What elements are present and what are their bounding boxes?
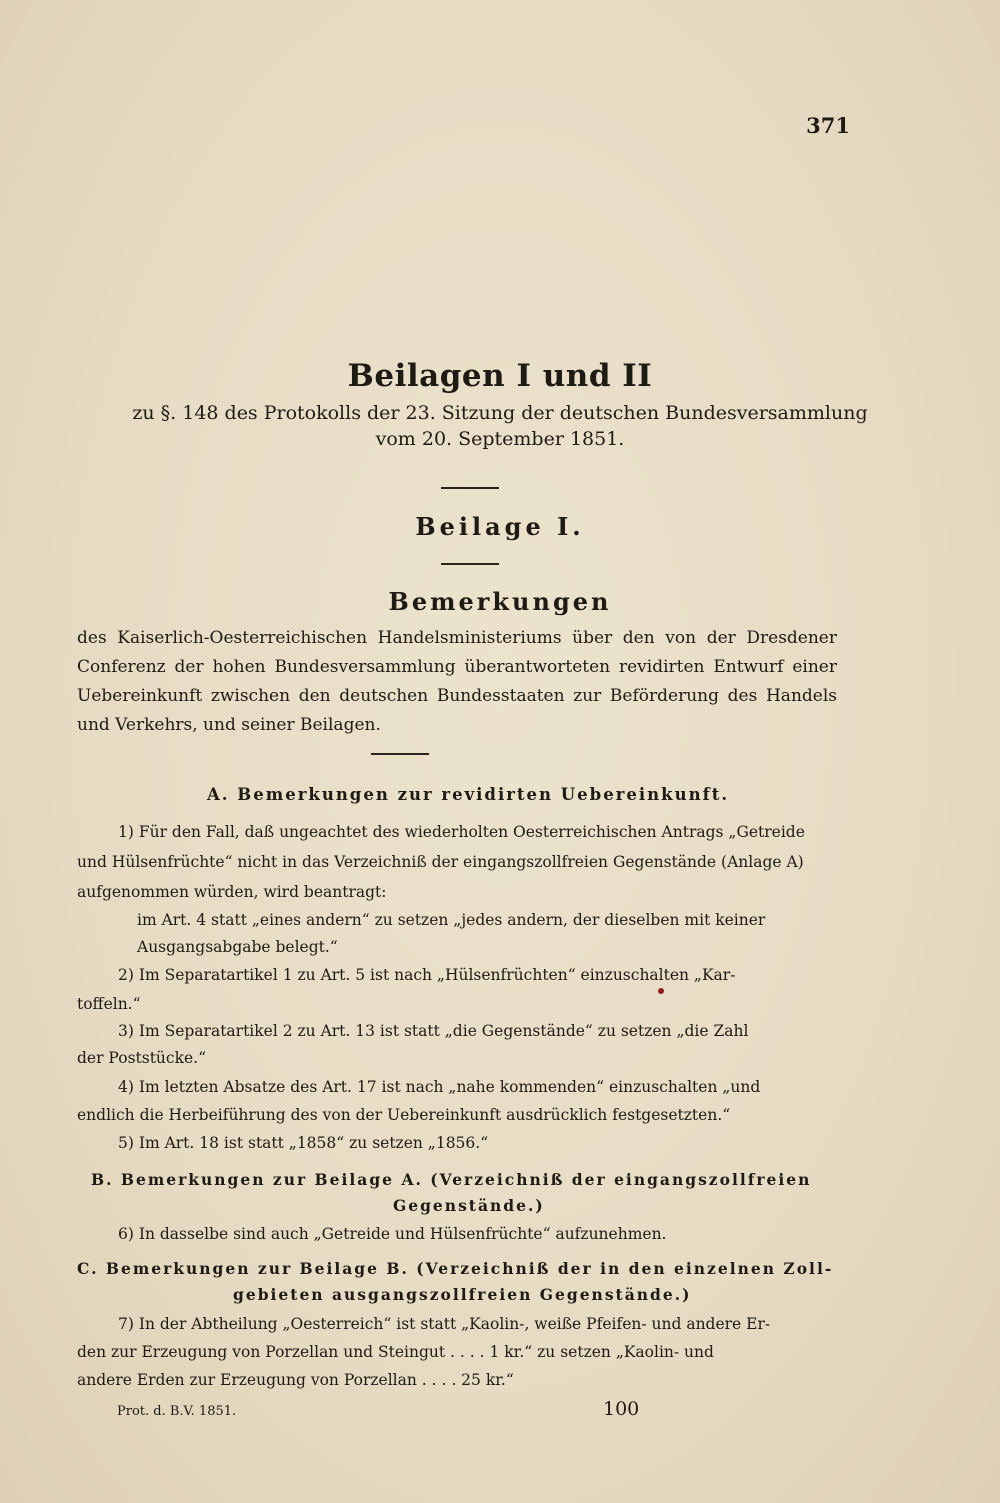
intro-paragraph: des Kaiserlich-Oesterreichischen Handelsministeriums über den von der Dresdener Conferenz der hohen Bundesversammlung überantworteten revidirten Entwurf einer Uebereinkunft zwischen den deutschen Bundesstaaten zur Beförderung des Handels und Verkehrs, und seiner Beilagen. bbox=[77, 628, 837, 735]
footer-left: Prot. d. B.V. 1851. bbox=[117, 1404, 237, 1419]
text-line: 6) In dasselbe sind auch „Getreide und Hülsenfrüchte“ aufzunehmen. bbox=[118, 1225, 667, 1243]
text-line: andere Erden zur Erzeugung von Porzellan . . . . 25 kr.“ bbox=[77, 1371, 514, 1389]
text-line: aufgenommen würden, wird beantragt: bbox=[77, 883, 387, 901]
remarks-heading: Bemerkungen bbox=[388, 587, 612, 616]
text-line: 3) Im Separatartikel 2 zu Art. 13 ist statt „die Gegenstände“ zu setzen „die Zahl bbox=[118, 1022, 749, 1040]
text-line: den zur Erzeugung von Porzellan und Steingut . . . . 1 kr.“ zu setzen „Kaolin- und bbox=[77, 1343, 714, 1361]
annex-heading: Beilage I. bbox=[415, 512, 585, 541]
text-line: 1) Für den Fall, daß ungeachtet des wiederholten Oesterreichischen Antrags „Getreide bbox=[118, 823, 805, 841]
section-b-heading-2: Gegenstände.) bbox=[393, 1196, 545, 1215]
ink-spot bbox=[658, 988, 664, 994]
footer-number: 100 bbox=[603, 1398, 640, 1420]
page-number: 371 bbox=[806, 113, 850, 138]
text-line: endlich die Herbeiführung des von der Uebereinkunft ausdrücklich festgesetzten.“ bbox=[77, 1106, 731, 1124]
section-a-heading: A. Bemerkungen zur revidirten Uebereinkunft. bbox=[207, 785, 730, 804]
text-line: 7) In der Abtheilung „Oesterreich“ ist statt „Kaolin-, weiße Pfeifen- und andere Er- bbox=[118, 1315, 771, 1333]
subtitle-line-1: zu §. 148 des Protokolls der 23. Sitzung der deutschen Bundesversammlung bbox=[132, 402, 868, 424]
text-line: der Poststücke.“ bbox=[77, 1049, 207, 1067]
divider-rule-3 bbox=[371, 753, 429, 755]
section-b-heading-1: B. Bemerkungen zur Beilage A. (Verzeichniß der eingangszollfreien bbox=[91, 1170, 812, 1189]
subtitle-line-2: vom 20. September 1851. bbox=[375, 428, 625, 450]
text-line: 4) Im letzten Absatze des Art. 17 ist nach „nahe kommenden“ einzuschalten „und bbox=[118, 1078, 761, 1096]
text-line: im Art. 4 statt „eines andern“ zu setzen „jedes andern, der dieselben mit keiner bbox=[137, 911, 766, 929]
divider-rule-2 bbox=[441, 563, 499, 565]
text-line: 2) Im Separatartikel 1 zu Art. 5 ist nach „Hülsenfrüchten“ einzuschalten „Kar- bbox=[118, 966, 736, 984]
section-c-heading-1: C. Bemerkungen zur Beilage B. (Verzeichniß der in den einzelnen Zoll- bbox=[77, 1259, 834, 1278]
main-title: Beilagen I und II bbox=[347, 358, 653, 394]
text-line: Ausgangsabgabe belegt.“ bbox=[137, 938, 338, 956]
divider-rule-1 bbox=[441, 487, 499, 489]
text-line: 5) Im Art. 18 ist statt „1858“ zu setzen „1856.“ bbox=[118, 1134, 489, 1152]
text-line: toffeln.“ bbox=[77, 995, 141, 1013]
section-c-heading-2: gebieten ausgangszollfreien Gegenstände.) bbox=[233, 1285, 692, 1304]
text-line: und Hülsenfrüchte“ nicht in das Verzeichniß der eingangszollfreien Gegenstände (Anlage A) bbox=[77, 853, 804, 871]
